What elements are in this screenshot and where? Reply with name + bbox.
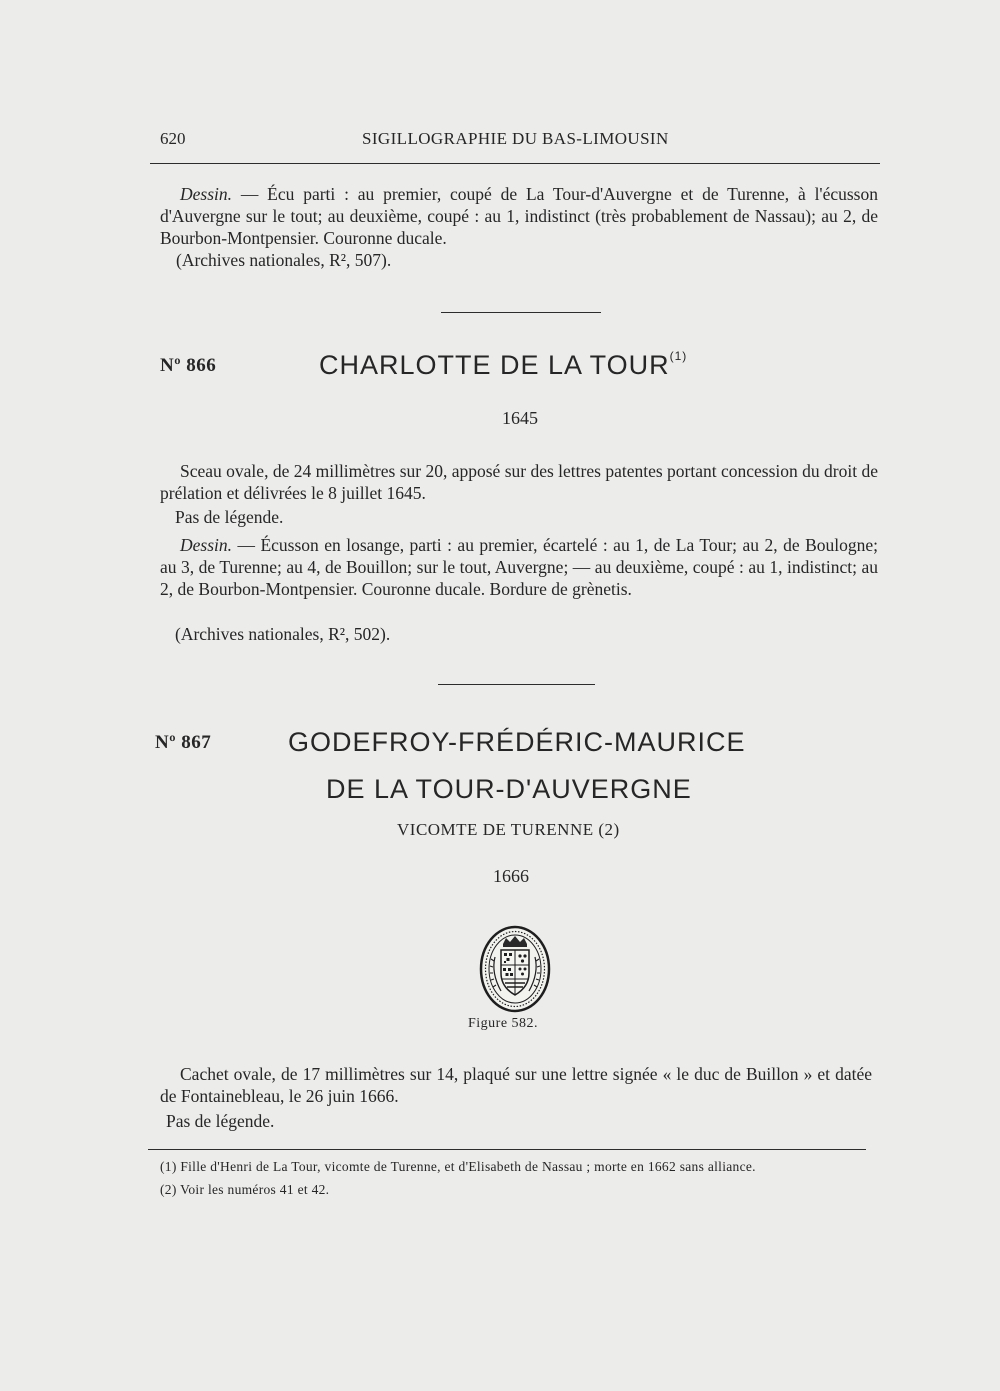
section-separator — [438, 684, 595, 685]
entry-866-title — [319, 350, 687, 381]
entry-866-description: Sceau ovale, de 24 millimètres sur 20, apposé sur des lettres patentes portant concession du droit de prélation et délivrées le 8 juillet 1645. — [160, 461, 878, 503]
footnote-rule — [148, 1149, 866, 1150]
entry-867-number: Nº 867 — [155, 732, 212, 753]
previous-entry-dessin — [160, 183, 878, 249]
running-title: SIGILLOGRAPHIE DU BAS-LIMOUSIN — [362, 129, 669, 148]
entry-867-legend: Pas de légende. — [166, 1111, 275, 1131]
entry-866-title-text: CHARLOTTE DE LA TOUR — [319, 350, 670, 380]
figure-caption: Figure 582. — [468, 1016, 539, 1031]
section-separator — [441, 312, 601, 313]
note-ref-1: (1) — [669, 349, 688, 363]
entry-866-year: 1645 — [502, 408, 538, 428]
entry-867-year: 1666 — [493, 866, 529, 886]
seal-illustration — [479, 925, 551, 1013]
previous-entry-source: (Archives nationales, R², 507). — [176, 250, 392, 270]
entry-866-source: (Archives nationales, R², 502). — [175, 624, 391, 644]
footnote-2: (2) Voir les numéros 41 et 42. — [160, 1182, 330, 1197]
entry-867-subtitle: VICOMTE DE TURENNE (2) — [397, 820, 620, 839]
dessin-label: Dessin. — [180, 184, 233, 204]
entry-867-title-line1: GODEFROY-FRÉDÉRIC-MAURICE — [288, 727, 746, 757]
dessin-text: — Écusson en losange, parti : au premier, écartelé : au 1, de La Tour; au 2, de Boulogne; au 3, de Turenne; au 4, de Bouillon; sur le tout, Auvergne; — au deuxième, coupé : au 1, indistinct; au 2, de Bourbon-Montpensier. Couronne ducale. Bordure de grènetis. — [160, 535, 878, 599]
page-number: 620 — [160, 129, 186, 148]
entry-867-title-line2: DE LA TOUR-D'AUVERGNE — [326, 774, 692, 804]
dessin-label: Dessin. — [180, 535, 233, 555]
entry-866-number: Nº 866 — [160, 355, 217, 376]
entry-867-description: Cachet ovale, de 17 millimètres sur 14, plaqué sur une lettre signée « le duc de Buillon » et datée de Fontainebleau, le 26 juin 1666. — [160, 1064, 872, 1106]
dessin-text: — Écu parti : au premier, coupé de La Tour-d'Auvergne et de Turenne, à l'écusson d'Auvergne sur le tout; au deuxième, coupé : au 1, indistinct (très probablement de Nassau); au 2, de Bourbon-Montpensier. Couronne ducale. — [160, 184, 878, 248]
entry-866-dessin — [160, 534, 878, 600]
footnote-1: (1) Fille d'Henri de La Tour, vicomte de Turenne, et d'Elisabeth de Nassau ; morte en 1662 sans alliance. — [160, 1159, 756, 1174]
entry-866-legend: Pas de légende. — [175, 507, 284, 527]
header-rule — [150, 163, 880, 164]
